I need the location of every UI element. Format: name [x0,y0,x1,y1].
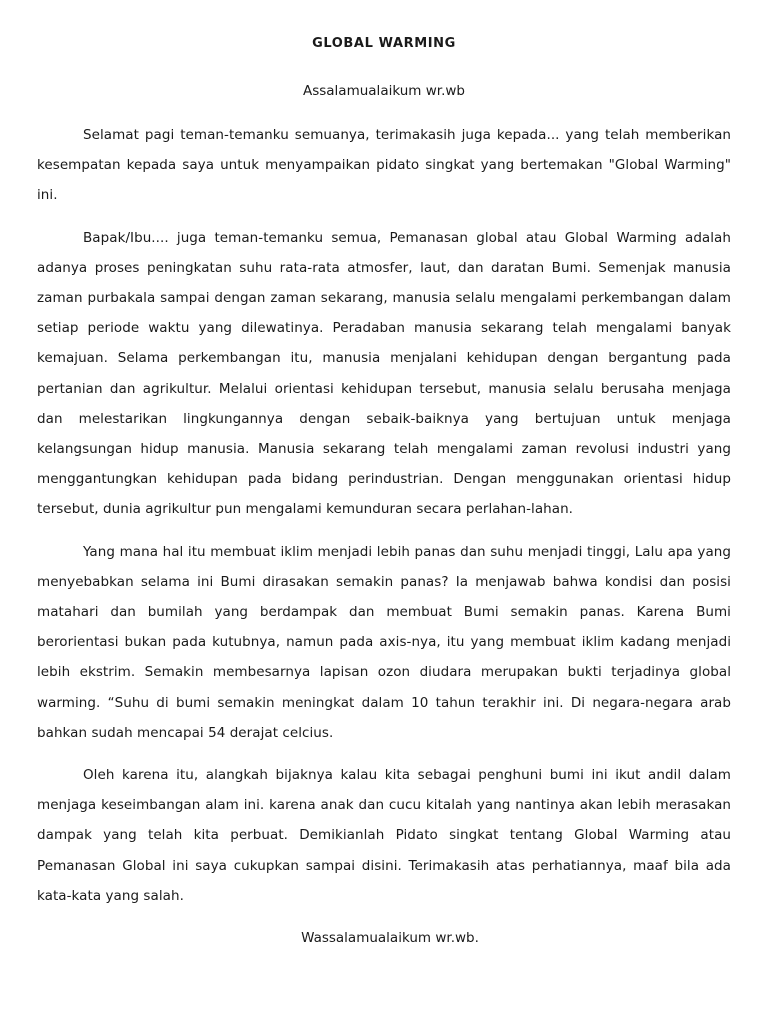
document-title: GLOBAL WARMING [312,36,456,51]
paragraph-opening: Selamat pagi teman-temanku semuanya, terimakasih juga kepada... yang telah memberikan kesempatan kepada saya untuk menyampaikan pidato singkat yang bertemakan "Global Warming" ini. [37,127,731,204]
paragraph-definition: Bapak/Ibu.... juga teman-temanku semua, Pemanasan global atau Global Warming adalah adanya proses peningkatan suhu rata-rata atmosfer, laut, dan daratan Bumi. Semenjak manusia zaman purbakala sampai dengan zaman sekarang, manusia selalu mengalami perkembangan dalam setiap periode waktu yang dilewatinya. Peradaban manusia sekarang telah mengalami banyak kemajuan. Selama perkembangan itu, manusia menjalani kehidupan dengan bergantung pada pertanian dan agrikultur. Melalui orientasi kehidupan tersebut, manusia selalu berusaha menjaga dan melestarikan lingkungannya dengan sebaik-baiknya yang bertujuan untuk menjaga kelangsungan hidup manusia. Manusia sekarang telah mengalami zaman revolusi industri yang menggantungkan kehidupan pada bidang perindustrian. Dengan menggunakan orientasi hidup tersebut, dunia agrikultur pun mengalami kemunduran secara perlahan-lahan. [37,229,731,518]
paragraph-conclusion: Oleh karena itu, alangkah bijaknya kalau kita sebagai penghuni bumi ini ikut andil dalam menjaga keseimbangan alam ini. karena anak dan cucu kitalah yang nantinya akan lebih merasakan dampak yang telah kita perbuat. Demikianlah Pidato singkat tentang Global Warming atau Pemanasan Global ini saya cukupkan sampai disini. Terimakasih atas perhatiannya, maaf bila ada kata-kata yang salah. [37,767,731,904]
closing-line: Wassalamualaikum wr.wb. [301,930,479,947]
paragraph-causes: Yang mana hal itu membuat iklim menjadi lebih panas dan suhu menjadi tinggi, Lalu apa yang menyebabkan selama ini Bumi dirasakan semakin panas? Ia menjawab bahwa kondisi dan posisi matahari dan bumilah yang berdampak dan membuat Bumi semakin panas. Karena Bumi berorientasi bukan pada kutubnya, namun pada axis-nya, itu yang membuat iklim kadang menjadi lebih ekstrim. Semakin membesarnya lapisan ozon diudara merupakan bukti terjadinya global warming. “Suhu di bumi semakin meningkat dalam 10 tahun terakhir ini. Di negara-negara arab bahkan sudah mencapai 54 derajat celcius. [37,543,731,741]
greeting-line: Assalamualaikum wr.wb [302,83,465,99]
document-page [37,32,731,953]
